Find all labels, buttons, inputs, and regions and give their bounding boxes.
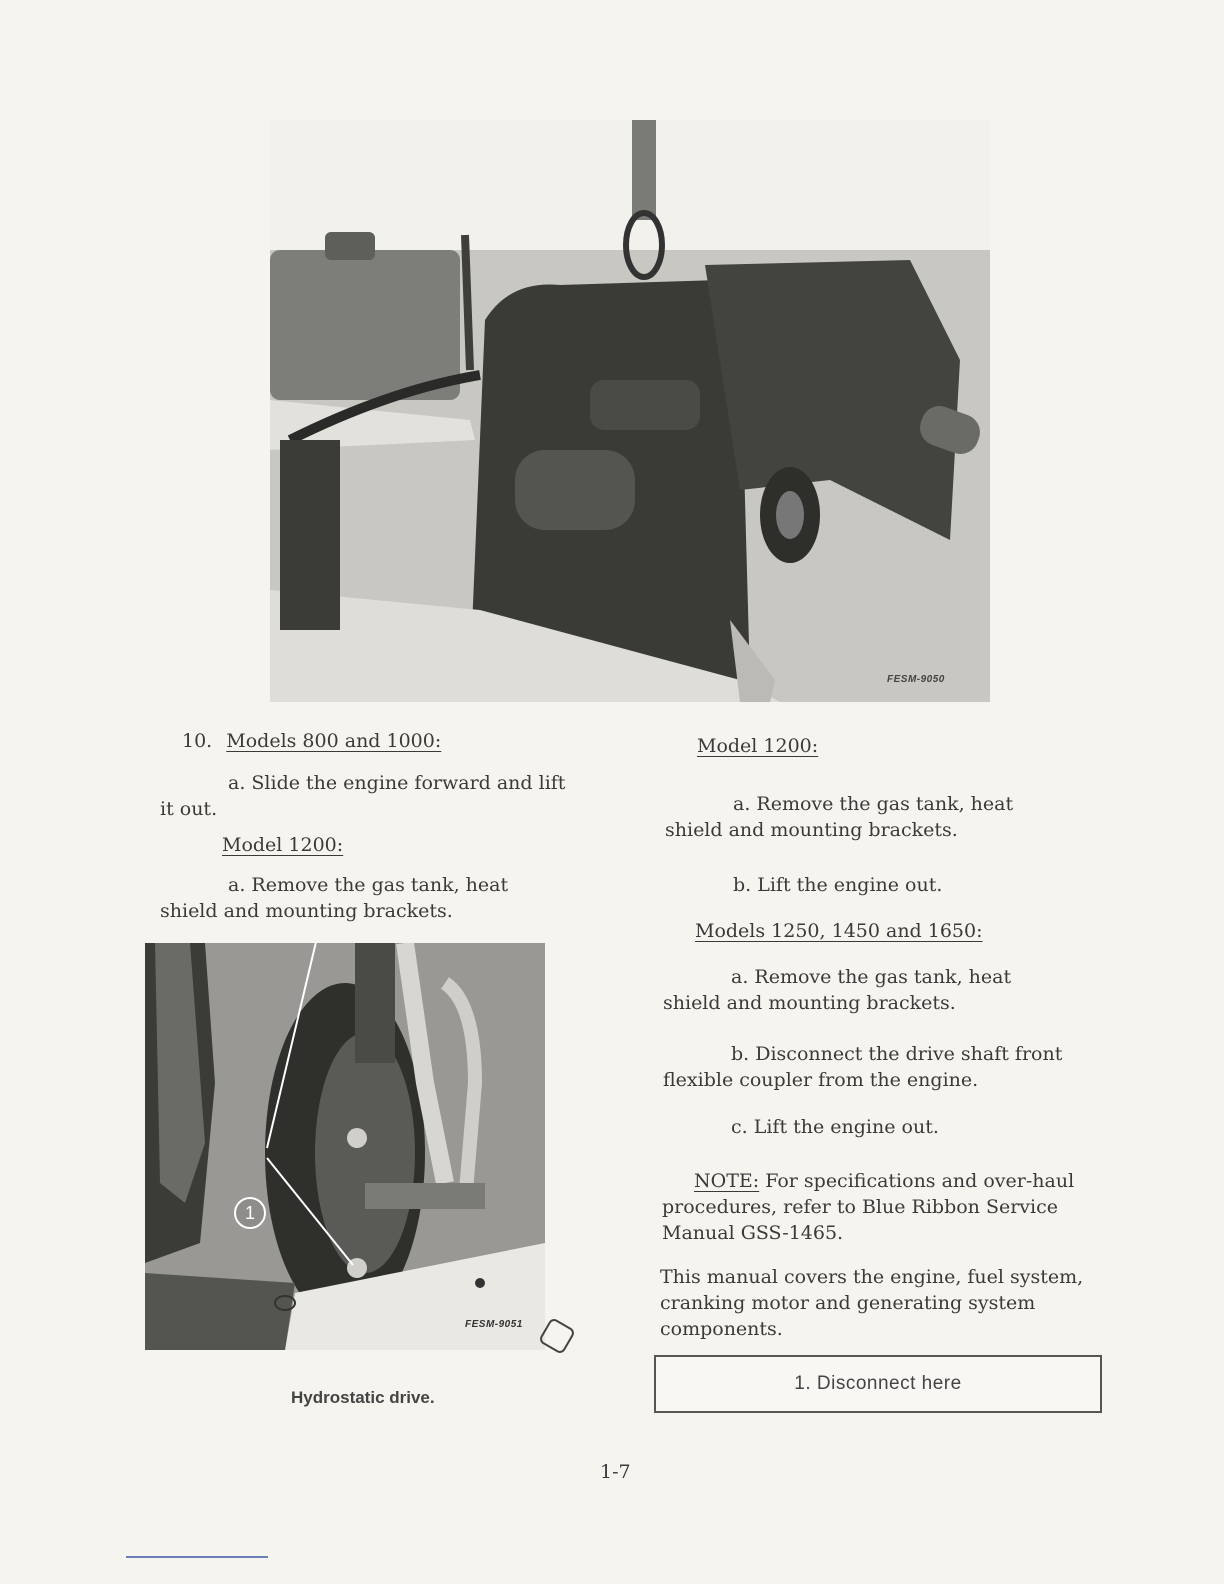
right-model-1200-step-a: a. Remove the gas tank, heat shield and mounting brackets. (665, 793, 1014, 841)
callout-1 (234, 1197, 266, 1229)
step-10-heading (182, 728, 441, 754)
figure-id-fesm-9051: FESM-9051 (465, 1319, 523, 1330)
callout-1-label: 1 (244, 1203, 255, 1223)
footnote-rule (126, 1556, 268, 1558)
legend-box (654, 1355, 1102, 1413)
manual-coverage-paragraph: This manual covers the engine, fuel system, cranking motor and generating system components. (660, 1266, 1084, 1340)
right-model-1200-step-b: b. Lift the engine out. (733, 874, 943, 896)
page-number: 1-7 (600, 1461, 631, 1483)
left-model-1200-step-a: a. Remove the gas tank, heat shield and mounting brackets. (160, 874, 509, 922)
models-1250-1450-1650-title: Models 1250, 1450 and 1650: (695, 920, 983, 942)
models-1250-step-a: a. Remove the gas tank, heat shield and mounting brackets. (663, 966, 1012, 1014)
models-1250-step-b: b. Disconnect the drive shaft front flexible coupler from the engine. (663, 1043, 1063, 1091)
step-number: 10. (182, 730, 213, 752)
models-800-1000-title: Models 800 and 1000: (226, 730, 442, 752)
hydrostatic-drive-photo (145, 943, 545, 1350)
legend-item-1: 1. Disconnect here (794, 1373, 962, 1394)
engine-lift-photo (270, 120, 990, 702)
models-1250-step-c: c. Lift the engine out. (731, 1116, 939, 1138)
left-step-a-slide-engine: a. Slide the engine forward and lift it out. (160, 772, 566, 820)
figure-id-fesm-9050: FESM-9050 (887, 674, 945, 685)
note-text: For specifications and over-haul procedures, refer to Blue Ribbon Service Manual GSS-1465. (662, 1170, 1075, 1244)
left-model-1200-title: Model 1200: (222, 834, 344, 856)
note-label: NOTE: (694, 1170, 760, 1192)
note-paragraph (662, 1168, 1092, 1246)
photo-caption-hydrostatic-drive: Hydrostatic drive. (291, 1388, 435, 1407)
right-model-1200-title: Model 1200: (697, 735, 819, 757)
